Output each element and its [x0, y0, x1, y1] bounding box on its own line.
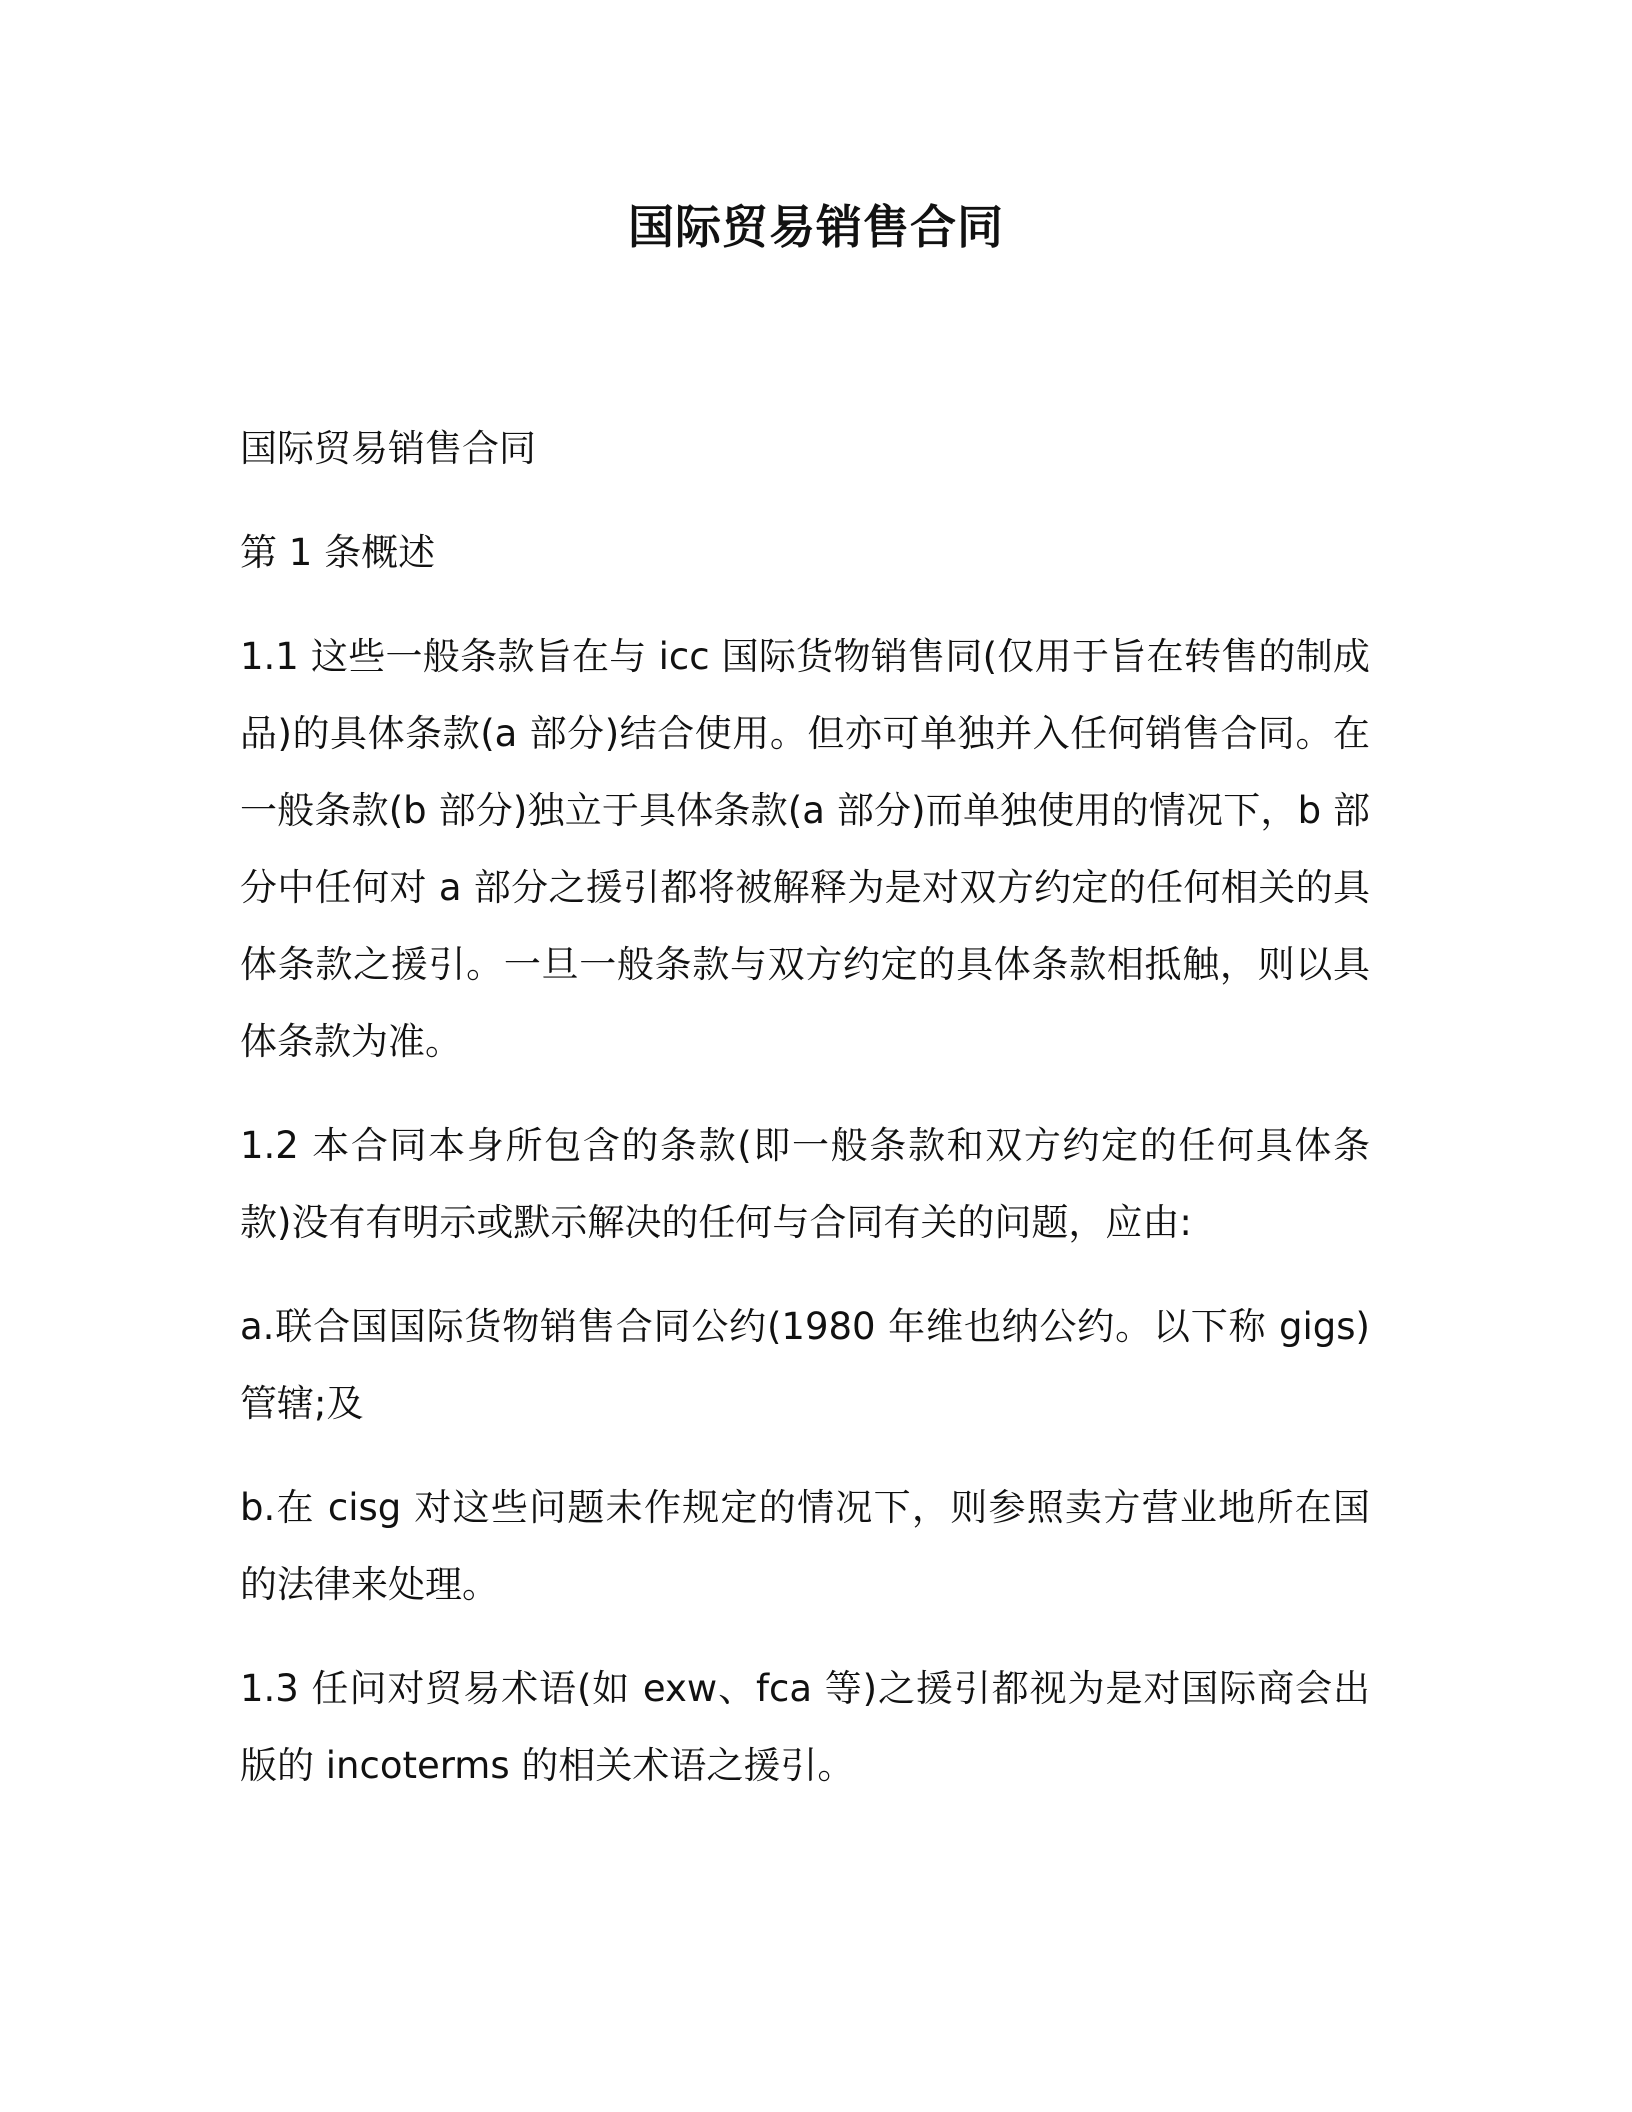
- clause-1-1: 1.1 这些一般条款旨在与 icc 国际货物销售同(仅用于旨在转售的制成品)的具体条款(a 部分)结合使用。但亦可单独并入任何销售合同。在一般条款(b 部分)独立于具体条款(a 部分)而单独使用的情况下，b 部分中任何对 a 部分之援引都将被解释为是对双方约定的任何相关的具体条款之援引。一旦一般条款与双方约定的具体条款相抵触，则以具体条款为准。: [240, 635, 1370, 1063]
- document-title: 国际贸易销售合同: [628, 200, 1004, 254]
- contract-heading: 国际贸易销售合同: [240, 427, 536, 470]
- clause-1-2: 1.2 本合同本身所包含的条款(即一般条款和双方约定的任何具体条款)没有有明示或默示解决的任何与合同有关的问题，应由:: [240, 1124, 1370, 1244]
- document-body: [240, 410, 1370, 1831]
- clause-1-2-b: b.在 cisg 对这些问题未作规定的情况下，则参照卖方营业地所在国的法律来处理。: [240, 1486, 1370, 1606]
- clause-1-3: 1.3 任问对贸易术语(如 exw、fca 等)之援引都视为是对国际商会出版的 incoterms 的相关术语之援引。: [240, 1667, 1370, 1787]
- clause-1-2-a: a.联合国国际货物销售合同公约(1980 年维也纳公约。以下称 gigs)管辖;及: [240, 1305, 1370, 1425]
- article-heading: 第 1 条概述: [240, 531, 436, 574]
